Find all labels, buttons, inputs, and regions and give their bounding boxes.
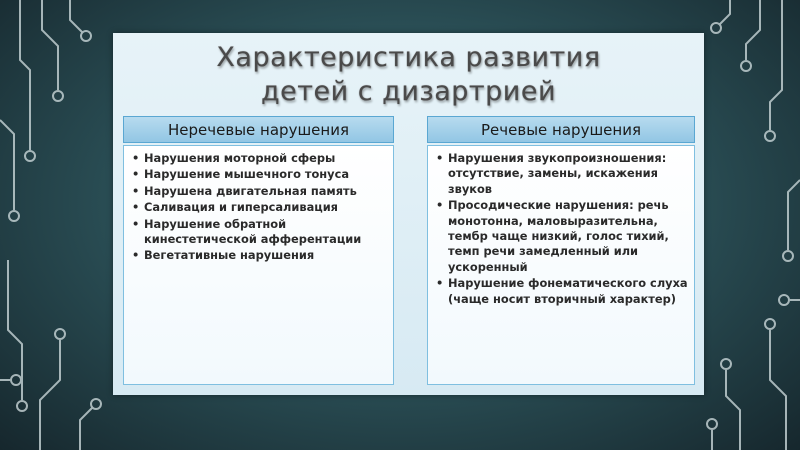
speech-header: Речевые нарушения xyxy=(427,116,695,143)
nonspeech-header: Неречевые нарушения xyxy=(123,116,394,143)
list-item: • Нарушена двигательная память xyxy=(132,184,387,199)
slide-card xyxy=(113,33,704,395)
slide-title xyxy=(113,41,704,109)
speech-list-box xyxy=(427,145,695,385)
nonspeech-list-box xyxy=(123,145,394,385)
list-item: • Саливация и гиперсаливация xyxy=(132,200,387,215)
list-item: • Нарушения звукопроизношения: отсутствие, замены, искажения звуков xyxy=(436,151,688,197)
list-item: • Нарушения моторной сферы xyxy=(132,151,387,166)
list-item: • Нарушение мышечного тонуса xyxy=(132,167,387,182)
list-item: • Вегетативные нарушения xyxy=(132,248,387,263)
nonspeech-list xyxy=(124,146,393,264)
list-item: • Нарушение фонематического слуха (чаще носит вторичный характер) xyxy=(436,276,688,307)
title-line-2: детей с дизартрией xyxy=(260,76,556,107)
title-line-1: Характеристика развития xyxy=(216,42,601,73)
speech-list xyxy=(428,146,694,307)
list-item: • Нарушение обратной кинестетической афферентации xyxy=(132,217,387,248)
list-item: • Просодические нарушения: речь монотонна, маловыразительна, тембр чаще низкий, голос тихий, темп речи замедленный или ускоренный xyxy=(436,198,688,275)
